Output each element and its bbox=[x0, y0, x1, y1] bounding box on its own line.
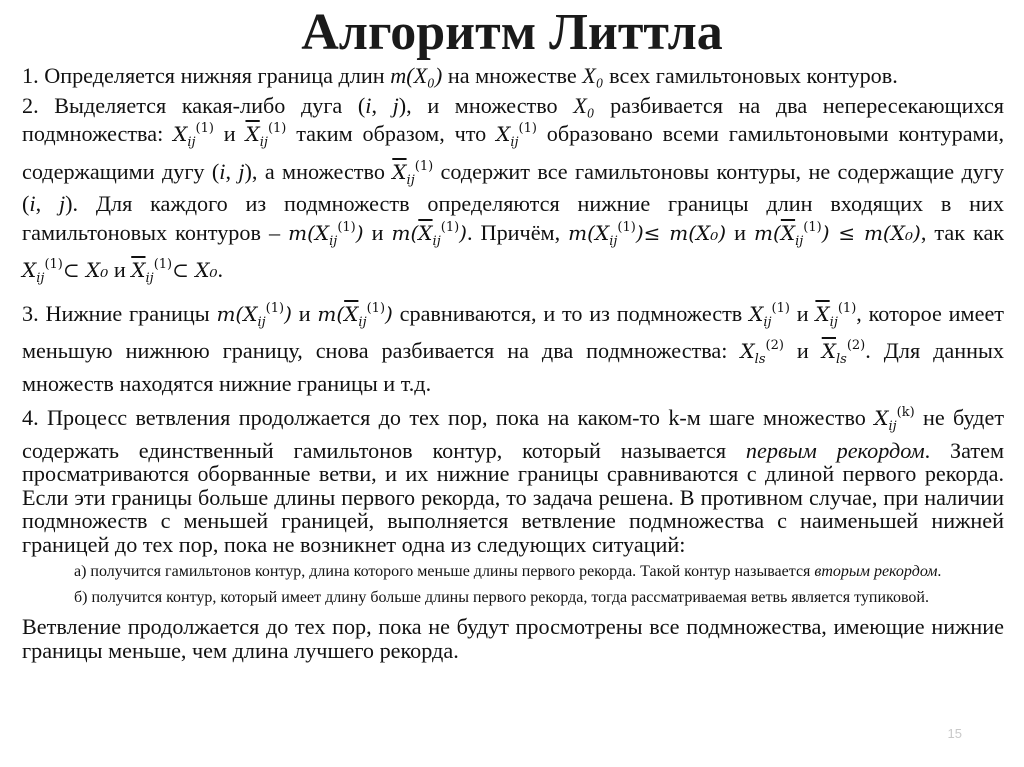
m-x-ij-1-le-m-x0: $m(X_{ij}^{(1)})\le m(X_0)$ bbox=[568, 219, 727, 249]
paragraph-2: 2. Выделяется какая-либо дуга (i, j), и множество X₀ разбивается на два непересекающихся подмножества: $X_{ij}^{(1)}$ и $\overline{X}_{ij}^{(1)}$ таким образом, что $X_{ij}^{(1)}$ образовано всеми гамильтоновыми контурами, содержащими дугу (i, j), а множество $\overline{X}_{ij}^{(1)}$ содержит все гамильтоновы контуры, не содержащие дугу (i, j). Для каждого из подмножеств определяются нижние границы длин входящих в них гамильтоновых контуров – $m(X_{ij}^{(1)})$ и $m(\overline{X}_{ij}^{(1)})$. Причём, $m(X_{ij}^{(1)})\le m(X_0)$ и $m(\overline{X}_{ij}^{(1)}) \le m(X_0)$, так как $X_{ij}^{(1)}\subset$ X₀ и $\overline{X}_{ij}^{(1)}\subset$ X₀. bbox=[22, 92, 1005, 286]
p2-text-1: Выделяется какая-либо дуга ( bbox=[54, 92, 366, 118]
p2-number: 2. bbox=[22, 92, 39, 118]
p3-text-1: Нижние границы bbox=[45, 300, 210, 326]
p1-text-3: всех гамильтоновых контуров. bbox=[609, 63, 898, 88]
slide-body bbox=[22, 64, 1004, 668]
paragraph-4 bbox=[22, 401, 1004, 556]
x-ls-2: $X_{ls}^{(2)}$ bbox=[740, 338, 784, 367]
p3-number: 3. bbox=[22, 300, 39, 326]
m-x0: m(X₀) bbox=[390, 63, 443, 88]
p2-text-9: . Причём, bbox=[466, 219, 561, 245]
x-ij-1-subset-x0: $X_{ij}^{(1)}\subset$ X₀ bbox=[22, 257, 109, 286]
p2-text-7: содержит все гамильтоновы контуры, не содержащие дугу ( bbox=[22, 158, 1005, 216]
p4-number: 4. bbox=[22, 405, 39, 430]
m-x-bar-ij-1: $m(\overline{X}_{ij}^{(1)})$ bbox=[317, 300, 393, 330]
m-x-ij-1: $m(X_{ij}^{(1)})$ bbox=[216, 300, 292, 330]
x-bar-ij-1-subset-x0: $\overline{X}_{ij}^{(1)}\subset$ X₀ bbox=[131, 257, 218, 286]
p2-text-3: разбивается на два непересекающихся подмножества: bbox=[22, 92, 1005, 146]
x-ij-k: $X_{ij}^{(k)}$ bbox=[874, 405, 915, 434]
x-bar-ij-1: $\overline{X}_{ij}^{(1)}$ bbox=[392, 158, 434, 188]
p3-text-2: сравниваются, и то из подмножеств bbox=[399, 300, 743, 326]
x-bar-ls-2: $\overline{X}_{ls}^{(2)}$ bbox=[821, 338, 866, 367]
x-bar-ij-1: $\overline{X}_{ij}^{(1)}$ bbox=[815, 300, 857, 330]
p3-text-3: , которое имеет меньшую нижнюю границу, снова разбивается на два подмножества: bbox=[22, 300, 1004, 363]
page-number: 15 bbox=[947, 726, 962, 741]
p2-text-2: ), и множество bbox=[398, 92, 558, 118]
x-ij-1: $X_{ij}^{(1)}$ bbox=[173, 121, 214, 150]
p3-text-4: . Для данных множеств находятся нижние границы и т.д. bbox=[22, 338, 1005, 396]
closing-paragraph: Ветвление продолжается до тех пор, пока не будут просмотрены все подмножества, имеющие нижние границы меньше, чем длина лучшего рекорда. bbox=[22, 614, 1004, 663]
p1-number: 1. bbox=[22, 63, 39, 88]
second-record-term: вторым рекордом bbox=[814, 563, 938, 580]
p4-text-3: . Затем просматриваются оборванные ветви, и их нижние границы сравниваются с длиной первого рекорда. Если эти границы больше длины первого рекорда, то задача решена. В противном случае, при наличии подмножеств с меньшей границей, выполняется ветвление подмножества с наименьшей нижней границей до тех пор, пока не возникнет одна из следующих ситуаций: bbox=[22, 437, 1004, 557]
sub-item-a: а) получится гамильтонов контур, длина которого меньше длины первого рекорда. Такой контур называется вторым рекордом. bbox=[74, 563, 942, 580]
sub-a-text: а) получится гамильтонов контур, длина которого меньше длины первого рекорда. Такой контур называется bbox=[74, 563, 811, 580]
m-x-bar-ij-1-le-m-x0: $m(\overline{X}_{ij}^{(1)}) \le m(X_0)$ bbox=[754, 219, 921, 249]
x0: X₀ bbox=[582, 63, 604, 88]
m-x-ij-1: $m(X_{ij}^{(1)})$ bbox=[288, 219, 364, 249]
sub-b-text: б) получится контур, который имеет длину больше длины первого рекорда, тогда рассматриваемая ветвь является тупиковой. bbox=[74, 588, 929, 606]
p2-text-4: таким образом, что bbox=[296, 121, 487, 146]
paragraph-3: 3. Нижние границы $m(X_{ij}^{(1)})$ и $m(\overline{X}_{ij}^{(1)})$ сравниваются, и то из подмножеств $X_{ij}^{(1)}$ и $\overline{X}_{ij}^{(1)}$, которое имеет меньшую нижнюю границу, снова разбивается на два подмножества: $X_{ls}^{(2)}$ и $\overline{X}_{ls}^{(2)}$. Для данных множеств находятся нижние границы и т.д. bbox=[22, 300, 1005, 396]
x-ij-1: $X_{ij}^{(1)}$ bbox=[749, 300, 790, 330]
p1-text-1: Определяется нижняя граница длин bbox=[44, 63, 385, 88]
paragraph-1 bbox=[22, 64, 1004, 88]
p2-text-8: ). Для каждого из подмножеств определяются нижние границы длин входящих в них гамильтоновых контуров – bbox=[22, 191, 1005, 245]
sub-item-b bbox=[74, 588, 1004, 608]
p2-text-5: образовано всеми гамильтоновыми контурами, содержащими дугу ( bbox=[22, 121, 1005, 184]
p1-text-2: на множестве bbox=[447, 63, 577, 88]
x0: X₀ bbox=[573, 92, 595, 118]
first-record-term: первым рекордом bbox=[745, 437, 925, 463]
p4-text-1: Процесс ветвления продолжается до тех пор, пока на каком-то k-м шаге множество bbox=[46, 405, 866, 430]
arc-j: j bbox=[392, 92, 399, 118]
p2-text-6: ), а множество bbox=[244, 158, 385, 184]
p4-text-2: не будет содержать единственный гамильтонов контур, который называется bbox=[22, 405, 1005, 463]
x-bar-ij-1: $\overline{X}_{ij}^{(1)}$ bbox=[245, 121, 287, 150]
m-x-bar-ij-1: $m(\overline{X}_{ij}^{(1)})$ bbox=[391, 219, 467, 249]
arc-i: i bbox=[365, 92, 372, 118]
p2-text-10: , так как bbox=[920, 219, 1005, 245]
x-ij-1: $X_{ij}^{(1)}$ bbox=[496, 121, 537, 150]
slide-title: Алгоритм Литтла bbox=[301, 4, 723, 61]
